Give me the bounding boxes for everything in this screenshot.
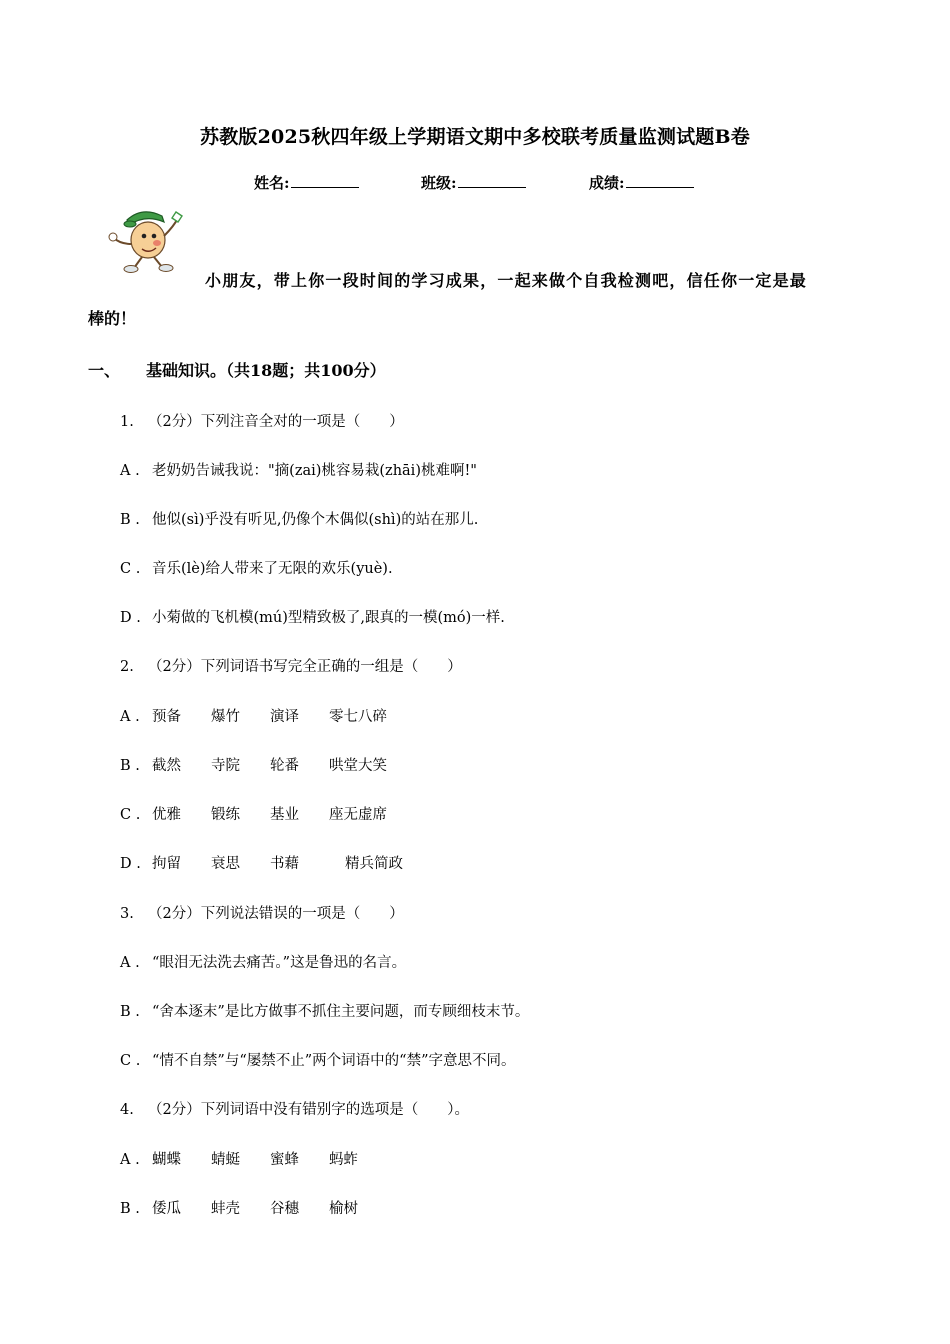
option-letter: B . bbox=[120, 1004, 140, 1020]
option-word: 爆竹 bbox=[211, 709, 240, 725]
option-word: 轮番 bbox=[270, 758, 299, 774]
question-number: 4. bbox=[120, 1102, 134, 1118]
option-word: 优雅 bbox=[152, 807, 181, 823]
option-word: 演译 bbox=[270, 709, 299, 725]
option-letter: C . bbox=[120, 1053, 141, 1069]
question-3-option-a[interactable] bbox=[120, 951, 406, 972]
option-word: 蚂蚱 bbox=[329, 1152, 358, 1168]
option-word: 零七八碎 bbox=[329, 709, 387, 725]
option-letter: A . bbox=[120, 955, 140, 971]
question-1-stem bbox=[120, 410, 404, 431]
question-4-option-b[interactable] bbox=[120, 1197, 358, 1218]
class-field bbox=[421, 172, 526, 193]
question-2-option-d[interactable] bbox=[120, 852, 403, 873]
option-word: 榆树 bbox=[329, 1201, 358, 1217]
class-label: 班级: bbox=[421, 174, 457, 192]
question-3-option-b[interactable] bbox=[120, 1000, 529, 1021]
option-letter: D . bbox=[120, 610, 141, 626]
option-letter: B . bbox=[120, 512, 140, 528]
name-field bbox=[254, 172, 359, 193]
question-number: 3. bbox=[120, 906, 134, 922]
option-word: 衰思 bbox=[211, 856, 240, 872]
question-3-stem bbox=[120, 902, 404, 923]
score-blank bbox=[626, 175, 694, 188]
option-word: 蜜蜂 bbox=[270, 1152, 299, 1168]
option-word: 倭瓜 bbox=[152, 1201, 181, 1217]
question-1-option-d[interactable] bbox=[120, 606, 505, 627]
option-text: 他似(sì)乎没有听见,仍像个木偶似(shì)的站在那儿. bbox=[152, 512, 479, 528]
question-number: 1. bbox=[120, 414, 134, 430]
question-2-option-c[interactable] bbox=[120, 803, 387, 824]
option-word: 截然 bbox=[152, 758, 181, 774]
score-field bbox=[589, 172, 694, 193]
intro-line-1: 小朋友，带上你一段时间的学习成果，一起来做个自我检测吧，信任你一定是最 bbox=[205, 271, 808, 290]
question-2-option-a[interactable] bbox=[120, 705, 387, 726]
option-word: 锻练 bbox=[211, 807, 240, 823]
option-text: 音乐(lè)给人带来了无限的欢乐(yuè). bbox=[152, 561, 393, 577]
mascot-illustration bbox=[104, 204, 190, 274]
option-letter: C . bbox=[120, 561, 141, 577]
option-text: 老奶奶告诫我说："摘(zai)桃容易栽(zhāi)桃难啊!" bbox=[152, 463, 477, 479]
question-3-option-c[interactable] bbox=[120, 1049, 515, 1070]
question-1-option-b[interactable] bbox=[120, 508, 478, 529]
name-label: 姓名: bbox=[254, 174, 290, 192]
option-letter: A . bbox=[120, 1152, 140, 1168]
option-letter: A . bbox=[120, 709, 140, 725]
option-letter: B . bbox=[120, 1201, 140, 1217]
option-word: 谷穗 bbox=[270, 1201, 299, 1217]
class-blank bbox=[458, 175, 526, 188]
name-blank bbox=[291, 175, 359, 188]
option-word: 书藉 bbox=[270, 856, 299, 872]
question-1-option-a[interactable] bbox=[120, 459, 477, 480]
question-4-stem bbox=[120, 1098, 469, 1119]
option-letter: A . bbox=[120, 463, 140, 479]
option-word: 蝴蝶 bbox=[152, 1152, 181, 1168]
option-word: 基业 bbox=[270, 807, 299, 823]
section-heading bbox=[88, 358, 386, 381]
intro-line-2: 棒的！ bbox=[88, 309, 137, 328]
option-word: 预备 bbox=[152, 709, 181, 725]
question-text: （2分）下列词语中没有错别字的选项是（ ）。 bbox=[148, 1102, 469, 1118]
option-letter: B . bbox=[120, 758, 140, 774]
option-word: 蚌壳 bbox=[211, 1201, 240, 1217]
section-title: 基础知识。（共18题；共100分） bbox=[146, 361, 386, 380]
option-word: 拘留 bbox=[152, 856, 181, 872]
option-letter: C . bbox=[120, 807, 141, 823]
option-word: 寺院 bbox=[211, 758, 240, 774]
question-1-option-c[interactable] bbox=[120, 557, 393, 578]
document-title: 苏教版2025秋四年级上学期语文期中多校联考质量监测试题B卷 bbox=[200, 126, 750, 148]
question-text: （2分）下列说法错误的一项是（ ） bbox=[148, 906, 404, 922]
option-text: “情不自禁”与“屡禁不止”两个词语中的“禁”字意思不同。 bbox=[152, 1053, 516, 1069]
option-word: 座无虚席 bbox=[329, 807, 387, 823]
option-word: 蜻蜓 bbox=[211, 1152, 240, 1168]
option-text: “舍本逐末”是比方做事不抓住主要问题，而专顾细枝末节。 bbox=[152, 1004, 530, 1020]
question-text: （2分）下列词语书写完全正确的一组是（ ） bbox=[148, 659, 462, 675]
question-text: （2分）下列注音全对的一项是（ ） bbox=[148, 414, 404, 430]
question-2-stem bbox=[120, 655, 462, 676]
option-text: 小菊做的飞机模(mú)型精致极了,跟真的一模(mó)一样. bbox=[152, 610, 505, 626]
question-4-option-a[interactable] bbox=[120, 1148, 358, 1169]
score-label: 成绩: bbox=[589, 174, 625, 192]
option-letter: D . bbox=[120, 856, 141, 872]
option-text: “眼泪无法洗去痛苦。”这是鲁迅的名言。 bbox=[152, 955, 407, 971]
section-number: 一、 bbox=[88, 361, 121, 380]
question-2-option-b[interactable] bbox=[120, 754, 387, 775]
option-word: 哄堂大笑 bbox=[329, 758, 387, 774]
question-number: 2. bbox=[120, 659, 134, 675]
option-word: 精兵简政 bbox=[345, 856, 403, 872]
